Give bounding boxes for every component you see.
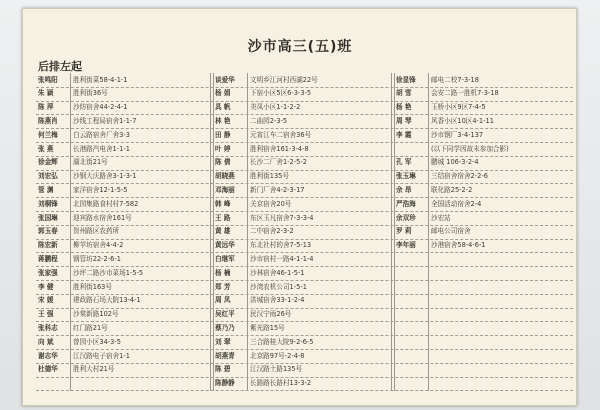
student-name: 田 静 [215, 130, 231, 139]
student-name: 白继军 [215, 254, 235, 263]
student-name: 谈爱华 [215, 75, 235, 84]
student-name: 邓海丽 [215, 185, 235, 194]
student-name: 陈 萍 [38, 103, 54, 112]
student-name [396, 143, 427, 156]
column-divider [213, 73, 214, 391]
student-address: 长沙二厂舍1-2-5-2 [250, 158, 307, 167]
student-name: 向 斌 [38, 337, 54, 346]
student-name: 陈 倩 [215, 158, 231, 167]
student-address: 沙钢大庆路舍3-1-3-1 [73, 172, 137, 181]
student-name: 叶 婷 [215, 144, 231, 153]
student-address: 北京路97号-2-4-8 [250, 351, 305, 360]
column-divider [70, 73, 71, 391]
student-address: 曾园小区34-3-5 [73, 337, 121, 346]
student-address: 胜利街135号 [250, 172, 289, 181]
student-address: 三结宿舍宿舍2-2-6 [431, 172, 488, 181]
student-name: 严浩海 [396, 199, 416, 208]
student-address: 洪城宿舍33-1-2-4 [250, 296, 305, 305]
student-name: 李 健 [38, 282, 54, 291]
student-name: 王 路 [215, 213, 231, 222]
student-name: 余 昂 [396, 185, 412, 194]
student-name: 蒋鹏程 [38, 254, 58, 263]
student-address: 家洋宿舍12-1-5-5 [73, 185, 128, 194]
absence-note: (以下同学因故未参加合影) [431, 144, 509, 153]
student-name: 陈燕肖 [38, 116, 58, 125]
row-divider [36, 390, 573, 391]
student-address: 东区玉凡宿舍7-3-3-4 [250, 213, 314, 222]
student-address: 民汉宁雨26号 [250, 310, 292, 319]
student-address: 邮电公司宿舍 [431, 227, 471, 236]
student-address: 沙林宿舍46-1-5-1 [250, 268, 305, 277]
student-name: 徐显锋 [396, 75, 416, 84]
student-name: 周 琴 [396, 116, 412, 125]
student-address: 下宿小区5区6-3-3-5 [250, 89, 312, 98]
student-name: 陈静静 [215, 379, 235, 388]
student-address: 全国活动宿舍2-4 [431, 199, 482, 208]
student-address: 联化路25-2-2 [431, 185, 473, 194]
student-name: 张科志 [38, 323, 58, 332]
student-address: 长港路汽电舍1-1-1 [73, 144, 130, 153]
student-address: 胜利街163号 [73, 282, 112, 291]
student-address: 紫光路15号 [250, 323, 285, 332]
student-address: 东北社村的舍7-5-13 [250, 241, 312, 250]
student-name: 张鸣阳 [38, 75, 58, 84]
student-name: 黄远华 [215, 241, 235, 250]
student-address: 迎宾路水宿舍161号 [73, 213, 132, 222]
student-name: 杨 艳 [396, 103, 412, 112]
student-name: 罗 莉 [396, 227, 412, 236]
student-name: 林 艳 [215, 116, 231, 125]
student-name: 杜德华 [38, 365, 58, 374]
student-address: 沙坪二路沙市菜场1-5-5 [73, 268, 144, 277]
class-title: 沙市高三(五)班 [247, 39, 353, 55]
student-name: 陈 碧 [215, 365, 231, 374]
student-address: 沙棠新路102号 [73, 310, 119, 319]
student-name: 宋 媛 [38, 296, 54, 305]
student-name: 刘 翠 [215, 337, 231, 346]
student-name: 韩 峰 [215, 199, 231, 208]
student-address: 玉桥小区9区7-4-5 [431, 103, 486, 112]
student-address: 美凤小区1-1-2-2 [250, 103, 301, 112]
student-name: 管 渊 [38, 185, 54, 194]
student-name: 张 燕 [38, 144, 54, 153]
student-address: 沙线工程局宿舍1-1-7 [73, 116, 137, 125]
student-address: 沙港宿舍58-4-6-1 [431, 241, 486, 250]
student-name: 郭玉春 [38, 227, 58, 236]
student-address: 沙市宿村一路4-1-1-4 [250, 254, 314, 263]
student-address: 三合路桂大院9-2-6-5 [250, 337, 314, 346]
student-name: 杨 楠 [215, 268, 231, 277]
student-name: 张家强 [38, 268, 58, 277]
student-address: 沙纺宿舍44-2-4-1 [73, 103, 128, 112]
student-name: 谢志华 [38, 351, 58, 360]
student-address: 江汉路电子宿舍1-1 [73, 351, 130, 360]
student-name: 张玉琳 [396, 172, 416, 181]
student-address: 贺州路区农药所 [73, 227, 120, 236]
column-divider [247, 73, 248, 391]
student-name: 杨 娟 [215, 89, 231, 98]
student-name: 孔 军 [396, 158, 412, 167]
student-name: 胡晓燕 [215, 172, 235, 181]
student-name: 蔡乃乃 [215, 323, 235, 332]
student-address: 胜利大村21号 [73, 365, 115, 374]
student-address: 关京宿舍20号 [250, 199, 292, 208]
student-name: 余双珍 [396, 213, 416, 222]
column-divider [428, 73, 429, 391]
student-address: 沙市钢厂3-4-137 [431, 130, 484, 139]
student-address: 北园集路食村村7-582 [73, 199, 139, 208]
student-name: 郑 芳 [215, 282, 231, 291]
student-address: 胜利街36号 [73, 89, 108, 98]
student-address: 长路路长路村13-3-2 [250, 379, 312, 388]
student-name: 刘桐锋 [38, 199, 58, 208]
student-name: 陈宏新 [38, 241, 58, 250]
student-address: 沙湾农机公司1-5-1 [250, 282, 307, 291]
student-address: 胜利宿舍161-3-4-8 [250, 144, 309, 153]
student-address: 鹏城 106-3-2-4 [431, 158, 479, 167]
student-address: 江汉路土路135号 [250, 365, 303, 374]
student-name: 徐金辉 [38, 158, 58, 167]
student-name: 李 霞 [396, 130, 412, 139]
student-address: 柳苹坊宿舍4-4-2 [73, 241, 124, 250]
student-address: 二曲园2-3-5 [250, 116, 288, 125]
student-address: 元宵江车二宿舍36号 [250, 130, 312, 139]
student-address: 红门路21号 [73, 323, 108, 332]
student-name: 黄 雄 [215, 227, 231, 236]
student-name: 王 强 [38, 310, 54, 319]
student-address: 邮电二校7-3-18 [431, 75, 479, 84]
student-name: 朱 颖 [38, 89, 54, 98]
student-name: 刘宏弘 [38, 172, 58, 181]
student-address: 会安二路一胜机7-3-18 [431, 89, 499, 98]
student-name: 李年丽 [396, 241, 416, 250]
student-address: 胜利街菜58-4-1-1 [73, 75, 128, 84]
student-address: 风香小区10区4-1-11 [431, 116, 494, 125]
student-address: 钢管坊22-2-6-1 [73, 254, 121, 263]
student-name: 具 帆 [215, 103, 231, 112]
student-name: 吴红平 [215, 310, 235, 319]
student-address: 文明乡江河村西湖22号 [250, 75, 318, 84]
student-address: 建政路石场大院13-4-1 [73, 296, 141, 305]
student-address: 沙宏站 [431, 213, 451, 222]
student-name: 周 凤 [215, 296, 231, 305]
student-name: 胡 雪 [396, 89, 412, 98]
student-name: 胡燕青 [215, 351, 235, 360]
student-roster-table [36, 73, 573, 391]
row-order-label: 后排左起 [38, 60, 82, 73]
student-name: 何兰梅 [38, 130, 58, 139]
student-address: 二中宿舍2-3-2 [250, 227, 294, 236]
student-name: 张国琳 [38, 213, 58, 222]
student-address: 白云路宿舍厂舍3-3 [73, 130, 130, 139]
student-address: 新门厂舍4-2-3-17 [250, 185, 305, 194]
student-address: 湖北街21号 [73, 158, 108, 167]
